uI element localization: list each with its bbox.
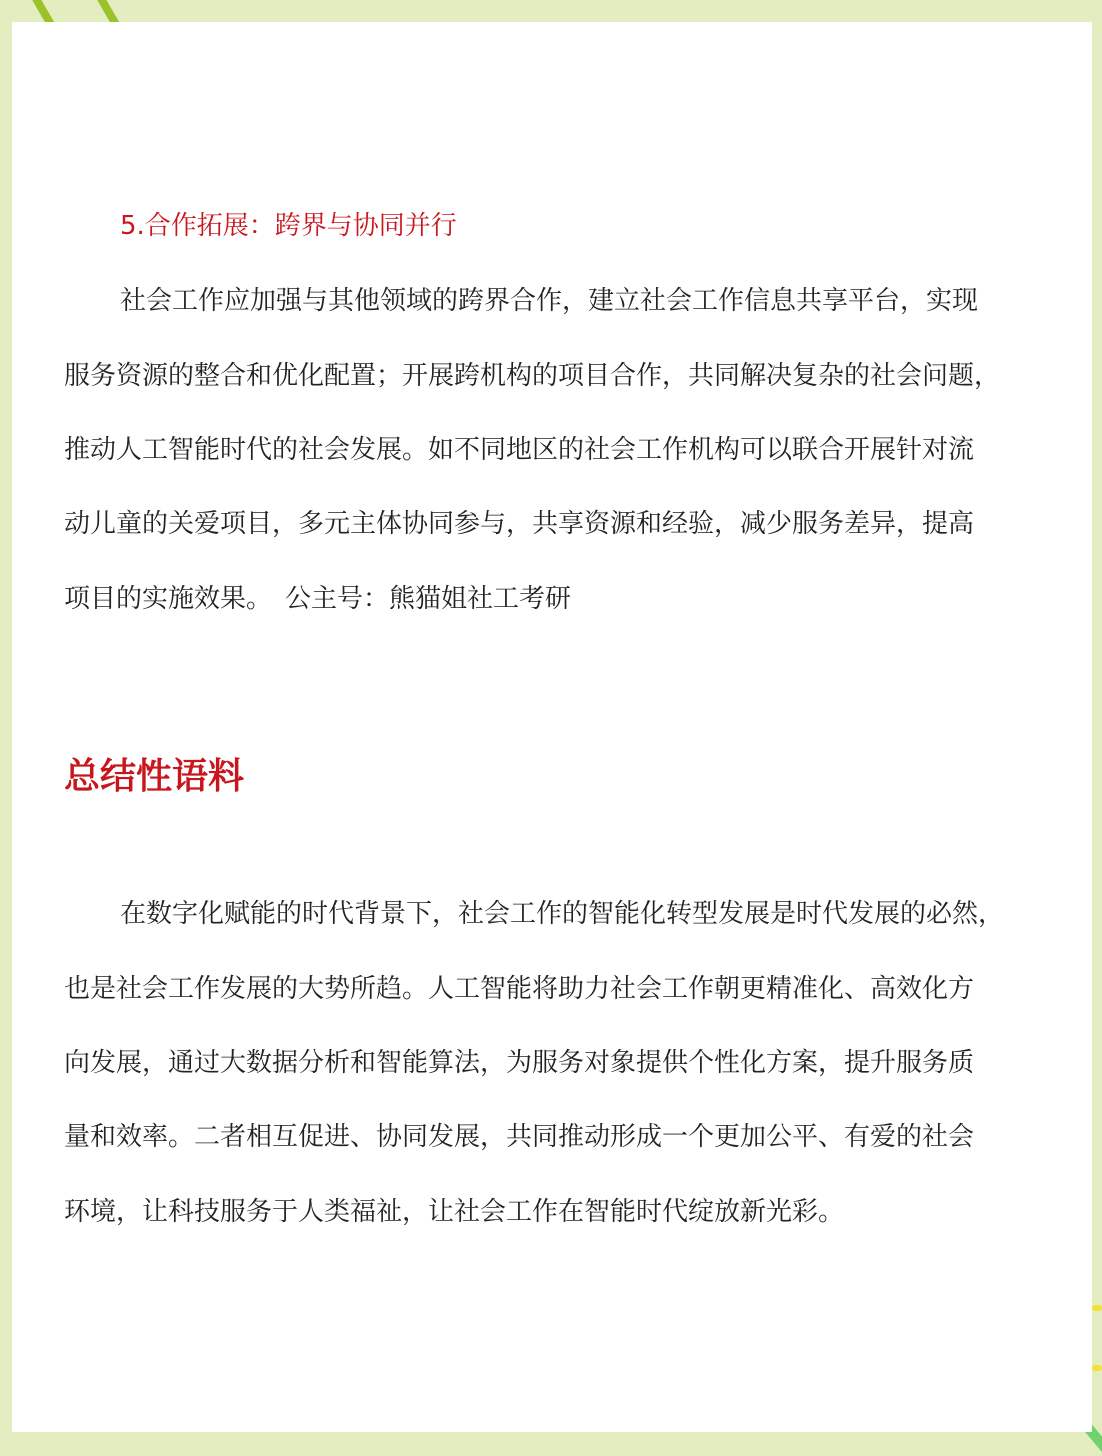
paragraph-line: 推动人工智能时代的社会发展。如不同地区的社会工作机构可以联合开展针对流 (64, 435, 975, 465)
section-heading: 5.合作拓展：跨界与协同并行 (120, 211, 457, 241)
document-page (12, 22, 1092, 1432)
paragraph-line: 量和效率。二者相互促进、协同发展，共同推动形成一个更加公平、有爱的社会 (64, 1122, 975, 1152)
decorative-stem (1092, 1305, 1102, 1311)
summary-heading: 总结性语料 (64, 755, 245, 797)
decorative-stem (1092, 1365, 1102, 1371)
paragraph-line: 也是社会工作发展的大势所趋。人工智能将助力社会工作朝更精准化、高效化方 (64, 974, 975, 1004)
paragraph-line: 在数字化赋能的时代背景下，社会工作的智能化转型发展是时代发展的必然， (120, 899, 1005, 929)
paragraph-line: 社会工作应加强与其他领域的跨界合作，建立社会工作信息共享平台，实现 (120, 286, 979, 316)
paragraph-line: 动儿童的关爱项目，多元主体协同参与，共享资源和经验，减少服务差异，提高 (64, 509, 975, 539)
paragraph-line: 向发展，通过大数据分析和智能算法，为服务对象提供个性化方案，提升服务质 (64, 1048, 975, 1078)
paragraph-line: 项目的实施效果。 公主号：熊猫姐社工考研 (64, 584, 572, 614)
paragraph-line: 环境，让科技服务于人类福祉，让社会工作在智能时代绽放新光彩。 (64, 1197, 845, 1227)
paragraph-line: 服务资源的整合和优化配置；开展跨机构的项目合作，共同解决复杂的社会问题， (64, 361, 1001, 391)
